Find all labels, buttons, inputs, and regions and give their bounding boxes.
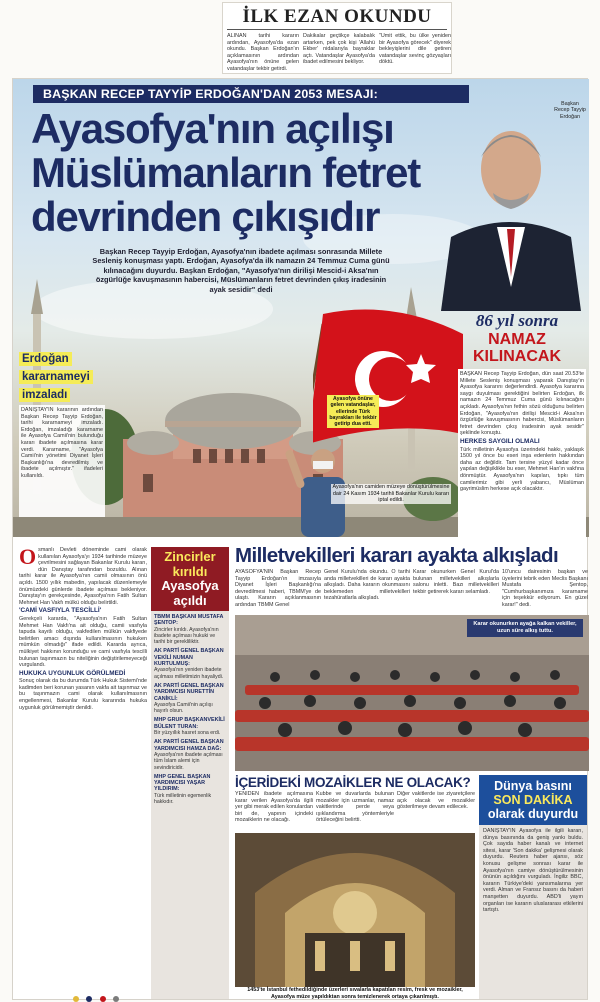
quote-item [154,739,226,770]
left-article-column [19,547,147,999]
namaz-badge [458,311,576,365]
mosaic-photo [235,833,475,987]
quote-item [154,683,226,714]
quote-name: AK PARTİ GENEL BAŞKAN VEKİLİ NUMAN KURTULMUŞ: [154,648,224,668]
quote-name: MHP GENEL BAŞKAN YARDIMCISI YAŞAR YILDIRIM: [154,773,211,793]
mozaik-text [235,791,475,831]
quote-text: Ayasofya'nın ibadete açılması tüm İslam alemi için sevindiricidir. [154,751,223,771]
kararname-headline [19,349,107,401]
person-caption: Ayasofya önüne gelen vatandaşlar, ellerinde Türk bayrakları ile tekbir getirip dua etti. [327,395,379,428]
kararname-line-1: Erdoğan [19,352,72,366]
mozaik-title: İÇERİDEKİ MOZAİKLER NE OLACAK? [235,775,471,790]
left-article-subhead-2: HUKUKA UYGUNLUK GÖRÜLMEDİ [19,669,126,677]
top-clip-col-3: "Ümit ettik, bu ülke yeniden bir Ayasofya görecek" diyerek bekleyişlerini dile getiren vatandaşlar sevinç gözyaşları döktü. [379,33,451,66]
quote-item [154,648,226,679]
top-clipping [222,2,452,74]
erdogan-caption: Başkan Recep Tayyip Erdoğan [554,101,586,120]
kararname-line-2: kararnameyi [19,370,93,384]
zincirler-header [151,547,229,611]
badge-line-2: NAMAZ [488,331,546,348]
milletvekilleri-text [235,569,589,613]
dot-icon [100,996,106,1002]
moz-col-2: Kubbe ve duvarlarda bulunan mozaikler için uzmanlar, namaz vakitlerinde perde veya ışıklandırma yöntemleriyle örtüleceğini belirtti. [316,791,394,824]
headline-kicker: BAŞKAN RECEP TAYYİP ERDOĞAN'DAN 2053 MESAJI: [33,85,469,103]
top-clip-col-1: ALINAN tarihi kararın ardından, Ayasofya'da ezan okundu. Başkan Erdoğan'ın açıklamasının ardından Ayasofya'nın önüne gelen vatandaşlar tekbir getirdi. [227,33,299,72]
zincirler-head-1: Zincirler [164,549,216,564]
left-article-text-1: Gerekçeli kararda, "Ayasofya'nın Fatih Sultan Mehmet Han Vakfı'na ait olduğu, camii vasfıyla tapuda kayıtlı olduğu, vakfedilen mülkün vakfiyede belirtilen amacı dışında kullanılmasının hukuken mümkün olmadığı" ifade edildi. Kararda ayrıca, mülkiyet hakkının korunduğu ve cami vasfıyla tescilli bulunan taşınmazın bu niteliğinin değiştirilemeyeceği vurgulandı. [19,615,147,669]
parliament-photo-caption: Karar okunurken ayağa kalkan vekiller, uzun süre alkış tuttu. [467,619,583,637]
dot-icon [86,996,92,1002]
dunya-text: DANIŞTAY'IN Ayasofya ile ilgili kararı, dünya basınında da geniş yankı buldu. Çok sayıda haber kanalı ve internet sitesi, karar 'Son dakika' gelişmesi olarak duyurdu. Reuters haber ajansı, söz konusu gelişme sonrası karar ile Ayasofya'nın camiye dönüştürülmesinin önünün açıldığını vurguladı. İngiliz BBC, kararın Türkiye'deki yansımalarına yer verdi. Alman ve Fransız basını da haberi manşetten duyurdu. ABD'li yayın organları ise kararın uluslararası etkilerini tartıştı. [483,828,583,914]
badge-line-1: 86 yıl sonra [475,311,559,330]
dunya-head-3: olarak duyurdu [487,807,579,821]
dunya-basini-sidebar [479,775,587,999]
mosaic-interior-illustration [235,833,475,987]
dot-icon [113,996,119,1002]
zincirler-sidebar [151,547,229,999]
kararname-body: DANIŞTAY'IN kararının ardından Başkan Recep Tayyip Erdoğan, tarihi kararnameyi imzaladı. Erdoğan, imzaladığı kararname ile Ayasofya Camii'nin bulunduğu kararı ibadete açılmasına karar verdi. Kararname, "Ayasofya Camii'nin yönetimi Diyanet İşleri Başkanlığı'na devredilmiş ve ibadete açılmıştır." ifadeleri kullanıldı. [19,405,105,517]
quote-item [154,614,226,645]
zincirler-head-4: açıldı [173,592,207,608]
headline-line-1: Ayasofya'nın açılışı [31,105,394,152]
quote-text: Türk milletinin egemenlik hakkıdır. [154,792,212,806]
zincirler-head-3: Ayasofya [161,578,219,593]
erdogan-portrait [431,97,589,311]
quote-text: Ayasofya'nın yeniden ibadete açılması milletimizin hayaliydi. [154,667,224,680]
mv-col-1: AYASOFYA'NIN Başkan Recep Tayyip Erdoğan'ın imzasıyla Diyanet İşleri Başkanlığı'na devredilmesi haberi, TBMM'ye de ulaştı. Kararın açıklanmasının ardından TBMM Genel [235,569,321,608]
quote-text: Zincirler kırıldı. Ayasofya'nın ibadete açılması hukuki ve tarihi bir gerekliliktir. [154,626,219,646]
dunya-header [479,775,587,825]
hero-section [13,79,589,537]
mosaic-photo-caption: 1453'te İstanbul fethedildiğinde üzerleri sıvalarla kapatılan resim, fresk ve mozaikler, Ayasofya müze yapıldıktan sonra temizlenerek ortaya çıkarılmıştı. [247,987,463,1000]
parliament-illustration [235,615,589,771]
hero-right-subhead: HERKES SAYGILI OLMALI [460,437,540,445]
top-clip-rule [227,29,447,30]
quote-text: Bir yüzyıllık hasret sona erdi. [154,730,221,737]
left-article-text-2: Sonuç olarak da bu durumda Türk Hukuk Sistemi'nde kadimden beri korunan yasanın vakfa ait taşınmaz ve bu taşınmazın cami olarak kullanılmasının engellenmesi, Bakanlar Kurulu kararında hukuka uygunluk görülmemiştir denildi. [19,678,147,711]
main-clipping [12,78,588,1000]
badge-line-3: KILINACAK [473,348,561,365]
quote-name: MHP GRUP BAŞKANVEKİLİ BÜLENT TURAN: [154,717,225,730]
quote-name: AK PARTİ GENEL BAŞKAN YARDIMCISI HAMZA DAĞ: [154,739,224,752]
dunya-head-1: Dünya basını [494,779,572,793]
parliament-photo [235,615,589,771]
hero-right-text-2: Türk milletinin Ayasofya üzerindeki hakkı, yaklaşık 1500 yıl önce bu eseri inşa edenlerin hakkından daha az değildir. Tam tersine yüzyıl kadar önce yapılan değişiklikle bu eser, Mehmet Han'ın vakfına dönmüştür. Ayasofya'nın kapıları, tıpkı tüm camilerimiz gibi yerli yabancı, Müslüman gayrimüslim herkese açık olacaktır. [460,446,584,493]
top-clip-title: İLK EZAN OKUNDU [242,6,432,27]
headline-line-2: Müslümanların fetret [31,149,421,196]
headline-line-3: devrinden çıkışıdır [31,193,380,240]
dropcap: O [19,547,37,569]
page-dots [73,989,122,997]
zincirler-head-2: kırıldı [172,563,208,579]
left-article-subhead-1: 'CAMİ VASFIYLA TESCİLLİ' [19,607,102,615]
quote-name: AK PARTİ GENEL BAŞKAN YARDIMCISI NURETTİN CANİKLİ: [154,682,224,702]
mv-col-2: Genel Kurulu'nda okundu. O tarihi anda milletvekilleri de kararı ayakta alkışladı. Daha kararın okunmasını beklemeden milletvekilleri tezahüratlarla alkışladı. [324,569,410,602]
dot-icon [73,996,79,1002]
dunya-head-2: SON DAKİKA [493,793,573,807]
hero-right-column [458,369,586,537]
headline-deck: Başkan Recep Tayyip Erdoğan, Ayasofya'nın ibadete açılması sonrasında Millete Sesleniş konuşması yaptı. Erdoğan, Ayasofya'da ilk namazın 24 Temmuz Cuma günü kılınacağını duyurdu. Başkan Erdoğan, "Ayasofya'nın dirilişi Mescid-i Aksa'nın özgürlüğe kavuşmasının habercisi, Müslümanların fetret devrinden çıkış iradesinin ayak sesidir" dedi [92,247,390,294]
kararname-line-3: imzaladı [19,388,70,402]
hero-photo-caption: Ayasofya'nın camiden müzeye dönüştürülmesine dair 24 Kasım 1934 tarihli Bakanlar Kurulu kararı iptal edildi. [332,484,450,504]
quote-text: Ayasofya Camii'nin açılışı hayırlı olsun. [154,701,213,715]
milletvekilleri-title: Milletvekilleri kararı ayakta alkışladı [235,544,559,567]
quote-item [154,717,226,736]
quote-item [154,774,226,805]
hero-right-text-1: BAŞKAN Recep Tayyip Erdoğan, dün saat 20.53'te Millete Sesleniş konuşması yaparak Danıştay'ın Ayasofya kararını değerlendirdi. Ayasofya kararına saygı duyulması gerektiğini belirten Erdoğan, ilk namazın 24 Temmuz Cuma günü kılınacağını açıkladı. Ayasofya'nın fethin sözü olduğunu belirten Erdoğan, "Ayasofya'nın dirilişi Mescid-i Aksa'nın özgürlüğe kavuşmasının habercisi, Müslümanların fetret devrinden çıkış iradesinin ayak sesidir" şeklinde konuştu. [460,371,584,437]
mv-col-3: Karar okunurken Genel Kurul'da bulunan milletvekilleri alkışlarla salonu inletti. Bazı milletvekilleri tekbir getirerek kararı selamladı. [413,569,499,595]
moz-col-1: YENİDEN ibadete açılmasına karar verilen Ayasofya'da ilgili yer gibi merak edilen konulardan biri de, yapının içindeki mozaiklerin ne olacağı. [235,791,313,824]
top-clip-col-2: Dakikalar geçtikçe kalabalık artarken, pek çok kişi 'Allahü Ekber' nidalarıyla bayraklar açtı. Vatandaşlar Ayasofya'da ibadet edilmesini bekliyor. [303,33,375,66]
left-article-intro: smanlı Devleti döneminde cami olarak kullanılan Ayasofya'yı 1934 tarihinde müzeye çevrilmesini sağlayan Bakanlar Kurulu kararı, dün Danıştay tarafından bozuldu. Alınan tarihi karar ile Ayasofya'nın camii olmasının önü açıldı. 1500 yıllık mabedin, yapılacak düzenlemeyle önümüzdeki günlerde ibadete açılması bekleniyor. Danıştay'ın gerekçesinde, Ayasofya'nın Fatih Sultan Mehmet Han Vakfı mülkü olduğu belirtildi. [19,547,147,606]
quote-name: TBMM BAŞKANI MUSTAFA ŞENTOP: [154,614,224,627]
mv-col-4: 10'uncu dairesinin başkan ve üyelerini tebrik eden Meclis Başkanı Mustafa Şentop, "Cumhurbaşkanımıza kararname için teşekkür ediyorum. En güzel karar!" dedi. [502,569,588,608]
moz-col-3: Diğer vakitlerde ise ziyaretçilere açık olacak ve mozaikler gösterilmeye devam edilecek. [397,791,475,811]
